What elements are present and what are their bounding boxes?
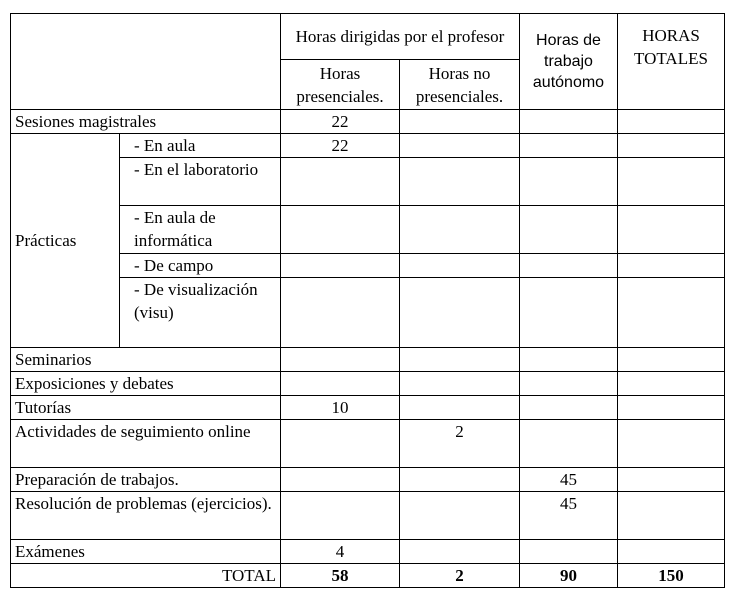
row-label: Exposiciones y debates xyxy=(11,372,281,396)
cell-presenciales xyxy=(281,492,400,540)
cell-no-presenciales xyxy=(400,206,520,254)
cell-totales xyxy=(618,540,725,564)
cell-no-presenciales xyxy=(400,254,520,278)
total-label: TOTAL xyxy=(11,564,281,588)
cell-totales xyxy=(618,134,725,158)
cell-autonomo xyxy=(520,278,618,348)
cell-presenciales xyxy=(281,348,400,372)
cell-presenciales xyxy=(281,158,400,206)
row-sublabel: - De visualización (visu) xyxy=(120,278,281,348)
cell-presenciales xyxy=(281,468,400,492)
row-total xyxy=(11,564,725,588)
cell-autonomo xyxy=(520,420,618,468)
total-presenciales: 58 xyxy=(281,564,400,588)
cell-autonomo xyxy=(520,396,618,420)
cell-no-presenciales xyxy=(400,158,520,206)
cell-no-presenciales: 2 xyxy=(400,420,520,468)
cell-autonomo xyxy=(520,540,618,564)
cell-totales xyxy=(618,206,725,254)
row-sublabel: - De campo xyxy=(120,254,281,278)
row-sesiones-magistrales xyxy=(11,110,725,134)
cell-totales xyxy=(618,420,725,468)
header-horas-presenciales: Horas presenciales. xyxy=(281,60,400,110)
header-horas-dirigidas: Horas dirigidas por el profesor xyxy=(281,14,520,60)
cell-totales xyxy=(618,158,725,206)
cell-totales xyxy=(618,372,725,396)
cell-no-presenciales xyxy=(400,396,520,420)
row-exposiciones xyxy=(11,372,725,396)
cell-no-presenciales xyxy=(400,468,520,492)
cell-no-presenciales xyxy=(400,492,520,540)
cell-totales xyxy=(618,110,725,134)
cell-presenciales xyxy=(281,278,400,348)
row-sublabel: - En aula xyxy=(120,134,281,158)
row-label: Exámenes xyxy=(11,540,281,564)
cell-presenciales: 22 xyxy=(281,134,400,158)
row-label: Actividades de seguimiento online xyxy=(11,420,281,468)
cell-no-presenciales xyxy=(400,134,520,158)
cell-totales xyxy=(618,278,725,348)
header-corner xyxy=(11,14,281,110)
row-sublabel: - En el laboratorio xyxy=(120,158,281,206)
row-label: Seminarios xyxy=(11,348,281,372)
total-autonomo: 90 xyxy=(520,564,618,588)
row-label: Tutorías xyxy=(11,396,281,420)
row-practicas-aula xyxy=(11,134,725,158)
header-horas-no-presenciales: Horas no presenciales. xyxy=(400,60,520,110)
total-totales: 150 xyxy=(618,564,725,588)
row-preparacion-trabajos xyxy=(11,468,725,492)
cell-autonomo xyxy=(520,254,618,278)
cell-autonomo xyxy=(520,110,618,134)
header-horas-autonomo: Horas de trabajo autónomo xyxy=(520,14,618,110)
row-seminarios xyxy=(11,348,725,372)
row-sublabel: - En aula de informática xyxy=(120,206,281,254)
cell-autonomo: 45 xyxy=(520,468,618,492)
header-horas-totales: HORAS TOTALES xyxy=(618,14,725,110)
cell-no-presenciales xyxy=(400,348,520,372)
row-examenes xyxy=(11,540,725,564)
cell-totales xyxy=(618,254,725,278)
cell-totales xyxy=(618,468,725,492)
row-label: Resolución de problemas (ejercicios). xyxy=(11,492,281,540)
row-label: Preparación de trabajos. xyxy=(11,468,281,492)
cell-presenciales xyxy=(281,254,400,278)
cell-presenciales xyxy=(281,372,400,396)
cell-presenciales: 22 xyxy=(281,110,400,134)
header-row-1 xyxy=(11,14,725,60)
row-label: Sesiones magistrales xyxy=(11,110,281,134)
total-no-presenciales: 2 xyxy=(400,564,520,588)
cell-totales xyxy=(618,348,725,372)
row-tutorias xyxy=(11,396,725,420)
cell-presenciales: 4 xyxy=(281,540,400,564)
cell-presenciales xyxy=(281,420,400,468)
cell-no-presenciales xyxy=(400,278,520,348)
cell-autonomo xyxy=(520,206,618,254)
cell-presenciales: 10 xyxy=(281,396,400,420)
cell-no-presenciales xyxy=(400,110,520,134)
cell-totales xyxy=(618,492,725,540)
cell-no-presenciales xyxy=(400,372,520,396)
row-resolucion-problemas xyxy=(11,492,725,540)
cell-autonomo xyxy=(520,158,618,206)
row-seguimiento-online xyxy=(11,420,725,468)
cell-autonomo xyxy=(520,134,618,158)
cell-totales xyxy=(618,396,725,420)
cell-no-presenciales xyxy=(400,540,520,564)
cell-autonomo xyxy=(520,348,618,372)
cell-autonomo: 45 xyxy=(520,492,618,540)
cell-autonomo xyxy=(520,372,618,396)
cell-presenciales xyxy=(281,206,400,254)
row-label-practicas: Prácticas xyxy=(11,134,120,348)
hours-table xyxy=(10,13,725,588)
